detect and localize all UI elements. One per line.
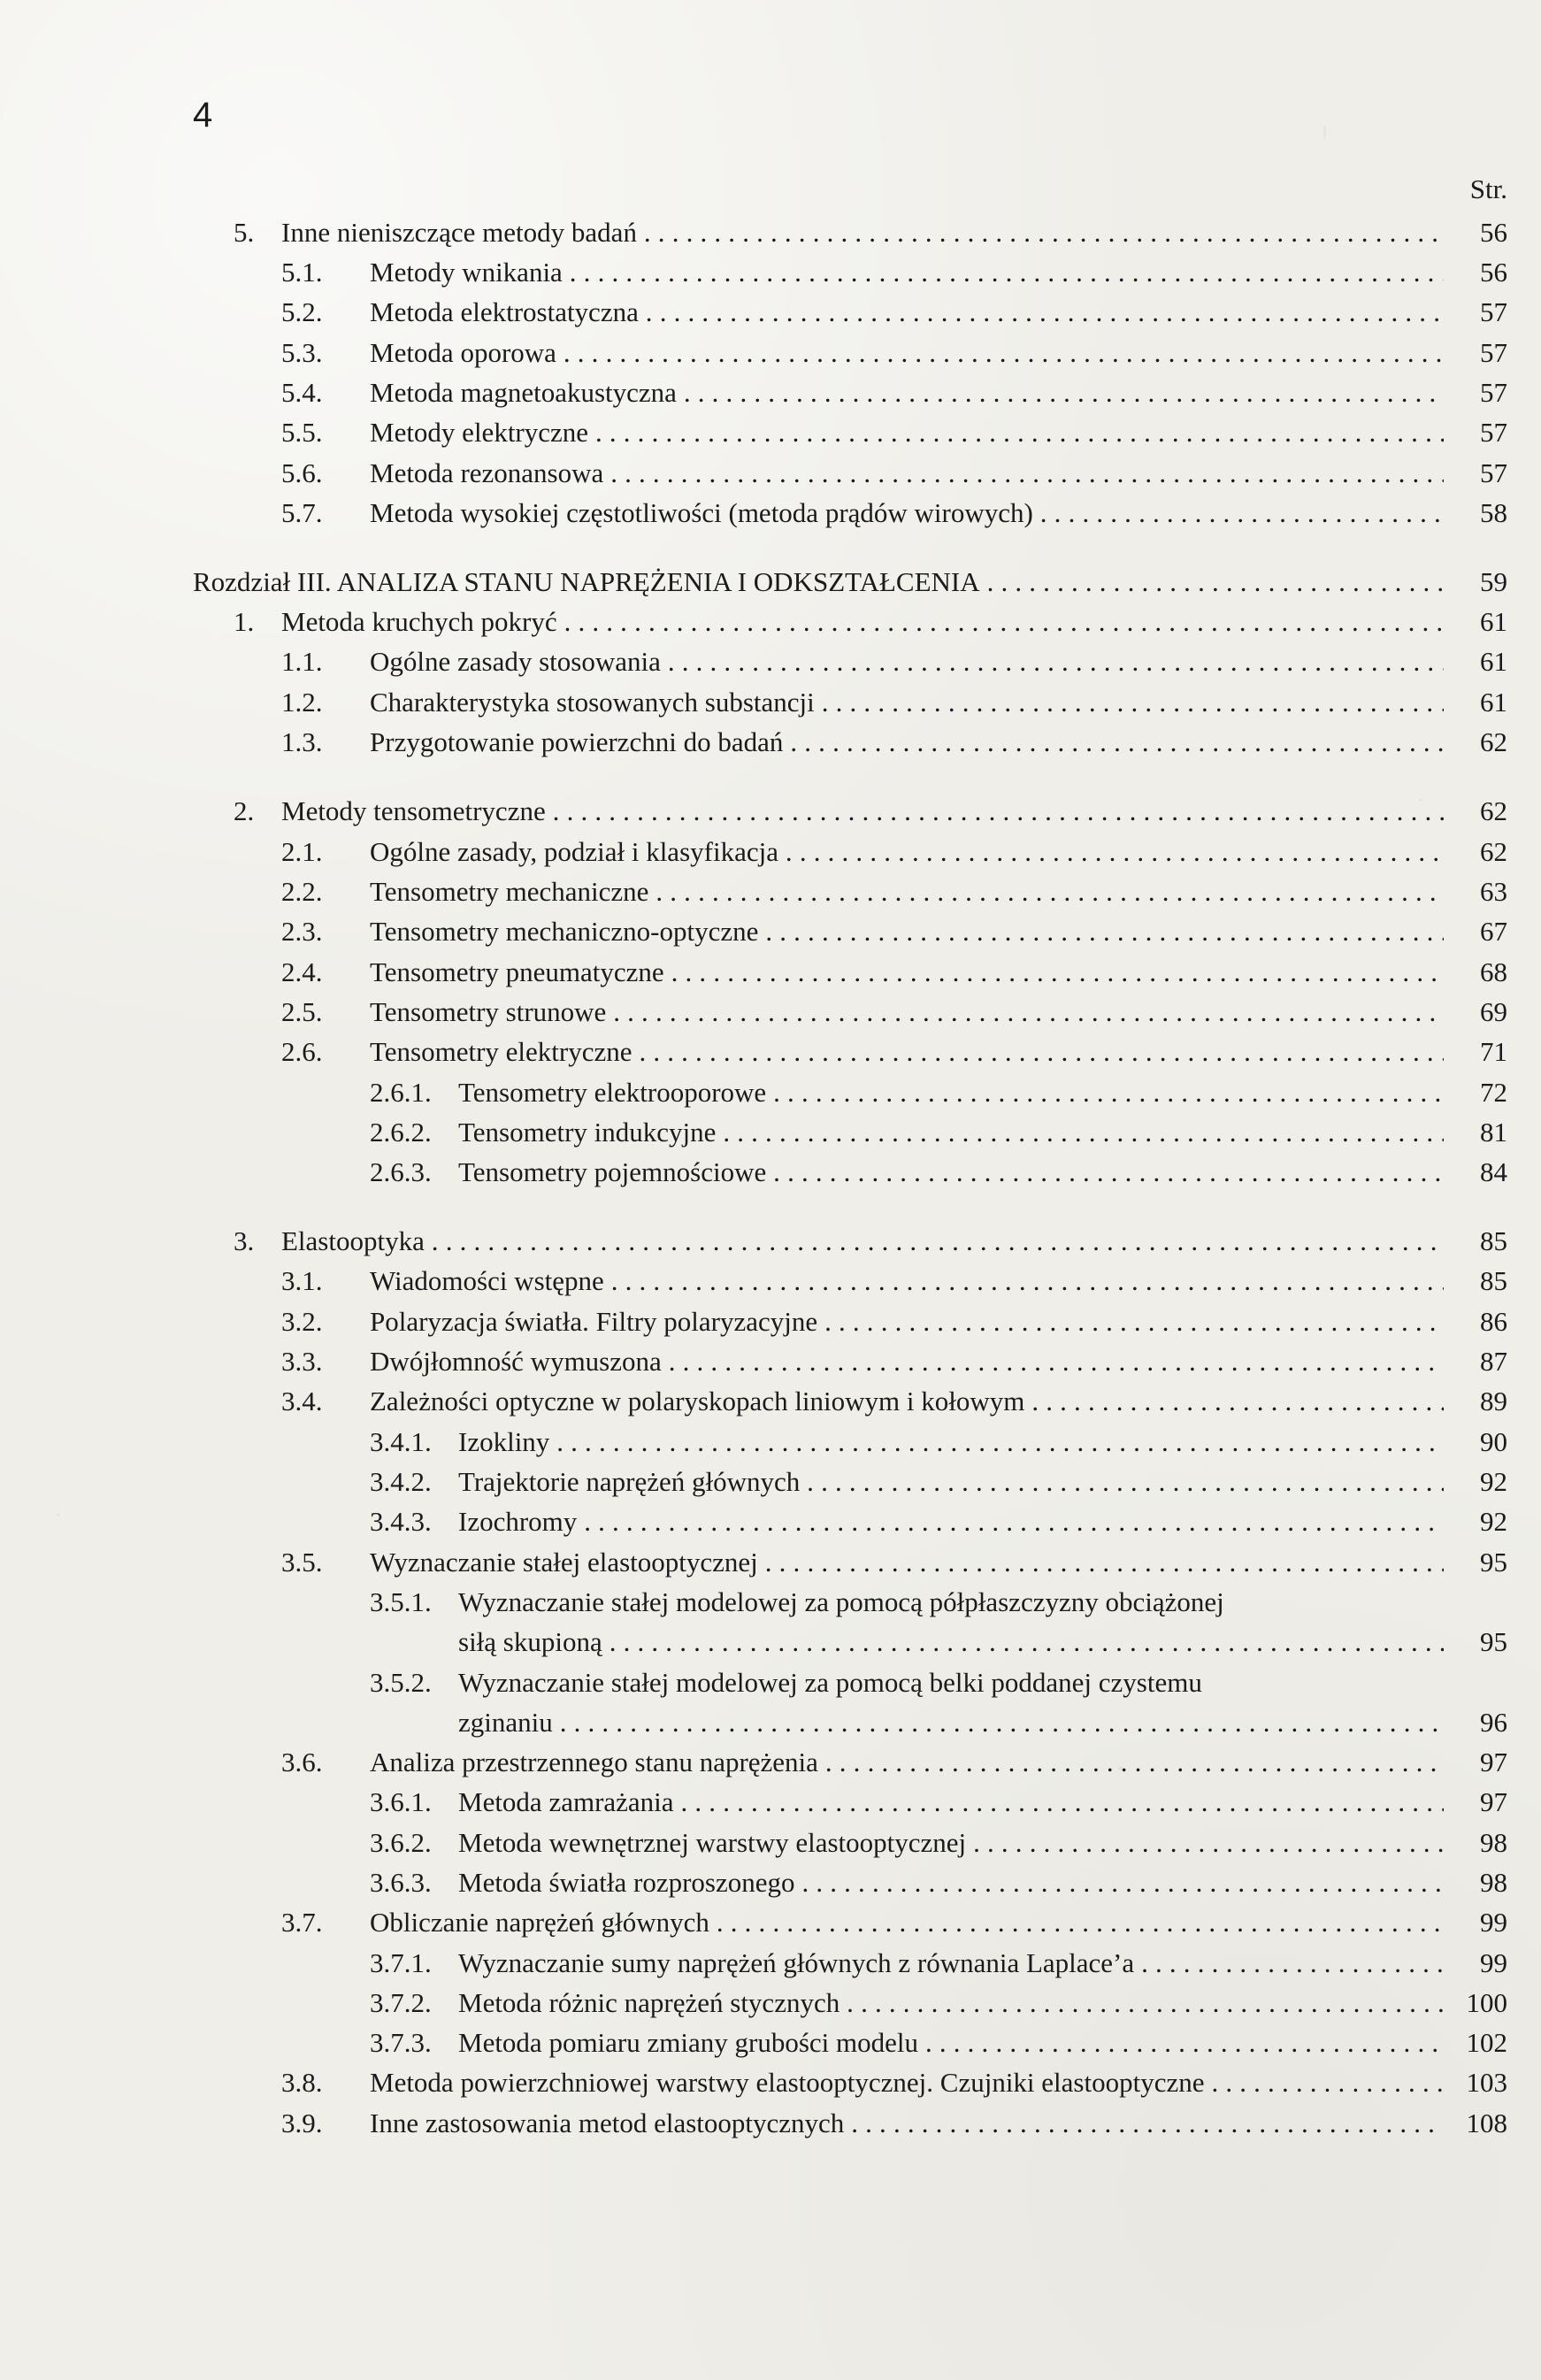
toc-entry bbox=[0, 1702, 1541, 1743]
toc-entry-page: 62 bbox=[1480, 836, 1507, 867]
toc-entry-title-container bbox=[458, 1823, 1444, 1863]
toc-entry-page: 71 bbox=[1480, 1036, 1507, 1067]
toc-entry-number: 5.1. bbox=[281, 257, 323, 288]
toc-entry-number: 5.4. bbox=[281, 377, 323, 408]
toc-entry-page: 99 bbox=[1480, 1947, 1507, 1978]
toc-entry-number: 2.6.3. bbox=[370, 1156, 432, 1187]
toc-entry-number: 3.6.3. bbox=[370, 1867, 432, 1898]
toc-entry-page: 97 bbox=[1480, 1747, 1507, 1777]
toc-entry-page: 97 bbox=[1480, 1786, 1507, 1817]
toc-entry-page: 100 bbox=[1466, 1987, 1507, 2018]
toc-entry-title-container bbox=[193, 562, 1444, 603]
toc-entry-number: 5.7. bbox=[281, 497, 323, 528]
toc-entry bbox=[0, 1782, 1541, 1823]
toc-entry-title-container bbox=[370, 1542, 1444, 1583]
toc-entry bbox=[0, 453, 1541, 494]
toc-entry-title: Metoda kruchych pokryć . . . bbox=[281, 602, 1444, 642]
toc-entry-page: 90 bbox=[1480, 1426, 1507, 1457]
toc-entry-number: 2.6.1. bbox=[370, 1077, 432, 1108]
toc-entry-title: Dwójłomność wymuszona . . . bbox=[370, 1341, 1444, 1382]
toc-entry-title-container bbox=[458, 1582, 1444, 1623]
toc-entry-title-container bbox=[458, 1943, 1444, 1984]
toc-entry bbox=[0, 871, 1541, 912]
toc-entry bbox=[0, 1983, 1541, 2023]
toc-entry-number: 3.7.3. bbox=[370, 2027, 432, 2058]
toc-entry-title-container bbox=[281, 791, 1444, 832]
paper-speck bbox=[1323, 125, 1326, 139]
toc-entry-number: 2.3. bbox=[281, 916, 323, 947]
toc-entry-page: 56 bbox=[1480, 217, 1507, 248]
toc-entry bbox=[0, 1152, 1541, 1193]
toc-entry-number: 3.5. bbox=[281, 1547, 323, 1578]
toc-entry-title: Ogólne zasady, podział i klasyfikacja . . . bbox=[370, 832, 1444, 872]
toc-entry-page: 56 bbox=[1480, 257, 1507, 288]
toc-entry-title: Obliczanie naprężeń głównych . . . bbox=[370, 1902, 1444, 1943]
toc-entry-number: 2.1. bbox=[281, 836, 323, 867]
toc-entry-number: 2.6. bbox=[281, 1036, 323, 1067]
toc-entry bbox=[0, 1622, 1541, 1662]
toc-entry-title: Metoda powierzchniowej warstwy elastooptycznej. Czujniki elastooptyczne . . . bbox=[370, 2062, 1444, 2103]
toc-entry-number: 3.9. bbox=[281, 2107, 323, 2138]
toc-entry-page: 57 bbox=[1480, 377, 1507, 408]
toc-entry-page: 99 bbox=[1480, 1907, 1507, 1938]
toc-entry-title: Inne nieniszczące metody badań . . . bbox=[281, 212, 1444, 253]
toc-entry bbox=[0, 791, 1541, 832]
toc-entry-page: 57 bbox=[1480, 296, 1507, 327]
toc-entry-title-container bbox=[370, 292, 1444, 333]
toc-entry-title: Metoda wysokiej częstotliwości (metoda prądów wirowych) . . . bbox=[370, 493, 1444, 534]
toc-entry bbox=[0, 372, 1541, 413]
toc-entry-title: siłą skupioną . . . bbox=[458, 1622, 1444, 1662]
toc-entry-number: 3.6.2. bbox=[370, 1827, 432, 1858]
toc-entry-page: 98 bbox=[1480, 1827, 1507, 1858]
toc-entry-page: 95 bbox=[1480, 1547, 1507, 1578]
toc-entry-title-container bbox=[370, 333, 1444, 373]
toc-entry-title: Wyznaczanie stałej modelowej za pomocą belki poddanej czystemu bbox=[458, 1667, 1202, 1698]
toc-entry bbox=[0, 602, 1541, 642]
toc-entry bbox=[0, 292, 1541, 333]
toc-entry-number: 5.5. bbox=[281, 417, 323, 448]
page-number: 4 bbox=[193, 96, 213, 134]
toc-entry-title: Analiza przestrzennego stanu naprężenia . . . bbox=[370, 1742, 1444, 1783]
toc-entry-page: 57 bbox=[1480, 417, 1507, 448]
toc-entry-title: Metoda rezonansowa . . . bbox=[370, 453, 1444, 494]
toc-entry-title: Izochromy . . . bbox=[458, 1501, 1444, 1542]
toc-entry-number: 3.3. bbox=[281, 1346, 323, 1377]
toc-entry bbox=[0, 1542, 1541, 1583]
toc-entry-page: 57 bbox=[1480, 337, 1507, 368]
toc-entry-number: 3.1. bbox=[281, 1265, 323, 1296]
toc-entry-title: Metoda różnic naprężeń stycznych . . . bbox=[458, 1983, 1444, 2023]
toc-entry-page: 96 bbox=[1480, 1707, 1507, 1738]
toc-entry-page: 84 bbox=[1480, 1156, 1507, 1187]
toc-entry bbox=[0, 562, 1541, 603]
toc-entry bbox=[0, 1462, 1541, 1502]
toc-entry-title: Tensometry indukcyjne . . . bbox=[458, 1112, 1444, 1153]
toc-entry-page: 61 bbox=[1480, 687, 1507, 718]
toc-entry-page: 58 bbox=[1480, 497, 1507, 528]
toc-entry-title: Metody tensometryczne . . . bbox=[281, 791, 1444, 832]
toc-entry-number: 2. bbox=[234, 795, 255, 826]
toc-entry-title-container bbox=[370, 252, 1444, 293]
toc-entry-title: Metody elektryczne . . . bbox=[370, 412, 1444, 453]
toc-entry bbox=[0, 1902, 1541, 1943]
toc-entry-title-container bbox=[370, 1742, 1444, 1783]
toc-entry-number: 5.6. bbox=[281, 457, 323, 488]
toc-entry-title-container bbox=[370, 952, 1444, 993]
toc-entry-title-container bbox=[370, 1381, 1444, 1422]
toc-entry bbox=[0, 641, 1541, 682]
toc-entry-number: 1.1. bbox=[281, 646, 323, 677]
toc-entry-number: 2.5. bbox=[281, 996, 323, 1027]
toc-entry-title: Metoda wewnętrznej warstwy elastooptycznej . . . bbox=[458, 1823, 1444, 1863]
toc-entry bbox=[0, 1862, 1541, 1903]
toc-entry-title: Tensometry pneumatyczne . . . bbox=[370, 952, 1444, 993]
toc-entry-number: 3.5.1. bbox=[370, 1586, 432, 1617]
toc-entry-page: 62 bbox=[1480, 726, 1507, 757]
toc-entry-title: Wiadomości wstępne . . . bbox=[370, 1261, 1444, 1301]
toc-entry-title-container bbox=[370, 1301, 1444, 1342]
toc-entry-title-container bbox=[458, 1152, 1444, 1193]
toc-entry-title-container bbox=[370, 372, 1444, 413]
toc-entry-page: 61 bbox=[1480, 606, 1507, 637]
toc-entry-title: Metoda światła rozproszonego . . . bbox=[458, 1862, 1444, 1903]
toc-entry bbox=[0, 952, 1541, 993]
toc-entry-title-container bbox=[458, 1782, 1444, 1823]
toc-entry-page: 89 bbox=[1480, 1386, 1507, 1416]
toc-entry bbox=[0, 1582, 1541, 1623]
toc-entry-title-container bbox=[281, 602, 1444, 642]
toc-entry-title: Trajektorie naprężeń głównych . . . bbox=[458, 1462, 1444, 1502]
toc-entry-page: 69 bbox=[1480, 996, 1507, 1027]
toc-entry-title-container bbox=[458, 1662, 1444, 1703]
toc-entry-page: 103 bbox=[1466, 2067, 1507, 2098]
toc-entry-title-container bbox=[370, 493, 1444, 534]
toc-entry-title: Wyznaczanie stałej elastooptycznej . . . bbox=[370, 1542, 1444, 1583]
toc-entry-title-container bbox=[281, 1221, 1444, 1262]
toc-entry-page: 62 bbox=[1480, 795, 1507, 826]
toc-entry-page: 72 bbox=[1480, 1077, 1507, 1108]
toc-entry-title: Ogólne zasady stosowania . . . bbox=[370, 641, 1444, 682]
toc-entry bbox=[0, 212, 1541, 253]
toc-entry-number: 3.2. bbox=[281, 1306, 323, 1337]
toc-entry-title: Metoda elektrostatyczna . . . bbox=[370, 292, 1444, 333]
toc-entry-number: 1. bbox=[234, 606, 255, 637]
toc-entry-title-container bbox=[370, 871, 1444, 912]
toc-entry-page: 68 bbox=[1480, 956, 1507, 987]
toc-entry-page: 92 bbox=[1480, 1506, 1507, 1537]
toc-entry-number: 2.2. bbox=[281, 876, 323, 907]
toc-entry-title: Tensometry mechaniczno-optyczne . . . bbox=[370, 911, 1444, 952]
toc-entry-title: Izokliny . . . bbox=[458, 1422, 1444, 1463]
toc-entry-title: Metoda zamrażania . . . bbox=[458, 1782, 1444, 1823]
toc-entry bbox=[0, 722, 1541, 763]
toc-entry-number: 3.6. bbox=[281, 1747, 323, 1777]
toc-entry-title-container bbox=[370, 641, 1444, 682]
toc-entry-title-container bbox=[458, 1462, 1444, 1502]
toc-entry-title-container bbox=[370, 1341, 1444, 1382]
toc-entry-title: Zależności optyczne w polaryskopach liniowym i kołowym . . . bbox=[370, 1381, 1444, 1422]
toc-entry-title: Tensometry pojemnościowe . . . bbox=[458, 1152, 1444, 1193]
toc-entry-title-container bbox=[281, 212, 1444, 253]
toc-entry bbox=[0, 2023, 1541, 2063]
toc-entry-title: Metody wnikania . . . bbox=[370, 252, 1444, 293]
toc-entry-title-container bbox=[458, 1702, 1444, 1743]
toc-entry-title-container bbox=[370, 992, 1444, 1033]
toc-entry-number: 3.5.2. bbox=[370, 1667, 432, 1698]
toc-entry-page: 57 bbox=[1480, 457, 1507, 488]
toc-entry bbox=[0, 1032, 1541, 1072]
toc-entry-title: Inne zastosowania metod elastooptycznych . . . bbox=[370, 2103, 1444, 2144]
toc-entry-title-container bbox=[370, 832, 1444, 872]
toc-entry-page: 85 bbox=[1480, 1225, 1507, 1256]
toc-entry-page: 85 bbox=[1480, 1265, 1507, 1296]
toc-entry-page: 59 bbox=[1480, 566, 1507, 597]
toc-entry-title: Tensometry elektryczne . . . bbox=[370, 1032, 1444, 1072]
toc-entry-page: 87 bbox=[1480, 1346, 1507, 1377]
toc-entry-title: Metoda pomiaru zmiany grubości modelu . . . bbox=[458, 2023, 1444, 2063]
toc-entry-title: Metoda magnetoakustyczna . . . bbox=[370, 372, 1444, 413]
toc-entry-page: 63 bbox=[1480, 876, 1507, 907]
toc-entry-number: 5.3. bbox=[281, 337, 323, 368]
toc-entry bbox=[0, 2103, 1541, 2144]
toc-entry-number: 3.6.1. bbox=[370, 1786, 432, 1817]
toc-entry bbox=[0, 1742, 1541, 1783]
toc-entry-title: Tensometry elektrooporowe . . . bbox=[458, 1072, 1444, 1113]
toc-entry bbox=[0, 832, 1541, 872]
toc-entry-title: Tensometry strunowe . . . bbox=[370, 992, 1444, 1033]
toc-entry-page: 95 bbox=[1480, 1626, 1507, 1657]
toc-entry-title-container bbox=[370, 2103, 1444, 2144]
toc-entry bbox=[0, 2062, 1541, 2103]
toc-entry-title-container bbox=[458, 2023, 1444, 2063]
toc-entry bbox=[0, 992, 1541, 1033]
toc-entry-page: 81 bbox=[1480, 1117, 1507, 1148]
toc-entry-number: 3.4.1. bbox=[370, 1426, 432, 1457]
toc-entry-title-container bbox=[458, 1072, 1444, 1113]
toc-entry-title: Tensometry mechaniczne . . . bbox=[370, 871, 1444, 912]
toc-entry bbox=[0, 1261, 1541, 1301]
toc-entry bbox=[0, 1943, 1541, 1984]
toc-entry-title: Charakterystyka stosowanych substancji . . . bbox=[370, 682, 1444, 723]
toc-entry bbox=[0, 1662, 1541, 1703]
toc-entry-title-container bbox=[370, 453, 1444, 494]
toc-entry-title-container bbox=[370, 1261, 1444, 1301]
toc-entry bbox=[0, 252, 1541, 293]
toc-entry-title-container bbox=[370, 682, 1444, 723]
toc-entry-title: Wyznaczanie stałej modelowej za pomocą półpłaszczyzny obciążonej bbox=[458, 1586, 1224, 1617]
toc-entry bbox=[0, 682, 1541, 723]
toc-entry-number: 3.4.2. bbox=[370, 1466, 432, 1497]
toc-entry-number: 2.6.2. bbox=[370, 1117, 432, 1148]
toc-entry-title-container bbox=[458, 1501, 1444, 1542]
toc-entry-number: 1.2. bbox=[281, 687, 323, 718]
toc-entry-title-container bbox=[458, 1112, 1444, 1153]
toc-entry-title: zginaniu . . . bbox=[458, 1702, 1444, 1743]
toc-entry-title-container bbox=[370, 2062, 1444, 2103]
toc-entry-title: Polaryzacja światła. Filtry polaryzacyjne . . . bbox=[370, 1301, 1444, 1342]
toc-entry bbox=[0, 1072, 1541, 1113]
toc-entry-number: 5. bbox=[234, 217, 255, 248]
toc-entry bbox=[0, 1341, 1541, 1382]
toc-entry bbox=[0, 333, 1541, 373]
toc-entry-number: 3.7. bbox=[281, 1907, 323, 1938]
toc-entry-title-container bbox=[458, 1622, 1444, 1662]
toc-entry-title-container bbox=[370, 412, 1444, 453]
toc-entry-page: 98 bbox=[1480, 1867, 1507, 1898]
toc-entry-page: 61 bbox=[1480, 646, 1507, 677]
toc-entry-title-container bbox=[370, 1032, 1444, 1072]
toc-entry-number: 3.8. bbox=[281, 2067, 323, 2098]
toc-entry bbox=[0, 1221, 1541, 1262]
toc-entry bbox=[0, 1422, 1541, 1463]
toc-entry-title-container bbox=[458, 1422, 1444, 1463]
toc-entry bbox=[0, 412, 1541, 453]
toc-entry-number: 3.7.1. bbox=[370, 1947, 432, 1978]
toc-entry-title: Rozdział III. ANALIZA STANU NAPRĘŻENIA I ODKSZTAŁCENIA . . . bbox=[193, 562, 1444, 603]
toc-entry-page: 102 bbox=[1466, 2027, 1507, 2058]
toc-entry bbox=[0, 1823, 1541, 1863]
toc-entry-title-container bbox=[370, 911, 1444, 952]
toc-entry bbox=[0, 1381, 1541, 1422]
toc-entry bbox=[0, 1301, 1541, 1342]
toc-entry bbox=[0, 493, 1541, 534]
toc-entry-number: 5.2. bbox=[281, 296, 323, 327]
toc-entry-number: 1.3. bbox=[281, 726, 323, 757]
toc-entry-page: 67 bbox=[1480, 916, 1507, 947]
toc-entry bbox=[0, 1501, 1541, 1542]
toc-entry-number: 3.4. bbox=[281, 1386, 323, 1416]
toc-entry-title-container bbox=[458, 1983, 1444, 2023]
page-column-label: Str. bbox=[1469, 173, 1507, 204]
toc-entry bbox=[0, 1112, 1541, 1153]
toc-entry-title: Metoda oporowa . . . bbox=[370, 333, 1444, 373]
toc-entry-page: 108 bbox=[1466, 2107, 1507, 2138]
toc-entry-page: 86 bbox=[1480, 1306, 1507, 1337]
toc-entry-title: Elastooptyka . . . bbox=[281, 1221, 1444, 1262]
toc-entry-number: 2.4. bbox=[281, 956, 323, 987]
toc-entry-title: Przygotowanie powierzchni do badań . . . bbox=[370, 722, 1444, 763]
toc-entry-title-container bbox=[370, 1902, 1444, 1943]
toc-entry-page: 92 bbox=[1480, 1466, 1507, 1497]
toc-entry-title: Wyznaczanie sumy naprężeń głównych z równania Laplace’a . . . bbox=[458, 1943, 1444, 1984]
toc-entry bbox=[0, 911, 1541, 952]
toc-entry-title-container bbox=[458, 1862, 1444, 1903]
toc-entry-title-container bbox=[370, 722, 1444, 763]
toc-entry-number: 3.4.3. bbox=[370, 1506, 432, 1537]
toc-entry-number: 3. bbox=[234, 1225, 255, 1256]
toc-entry-number: 3.7.2. bbox=[370, 1987, 432, 2018]
